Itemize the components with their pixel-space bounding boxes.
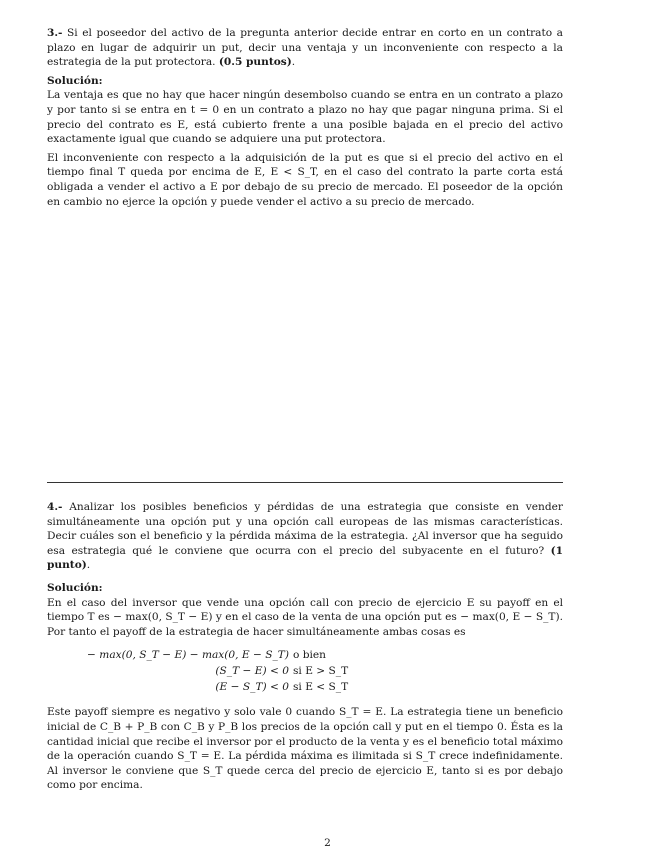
- equation-row-3-lhs: (E − S_T) < 0: [215, 681, 289, 694]
- equation-row-3-rhs: si E < S_T: [293, 681, 349, 694]
- question-3-section: [47, 26, 563, 209]
- question-3-end: .: [291, 56, 296, 69]
- question-4-end: .: [86, 559, 91, 572]
- equation-row-1-rhs: o bien: [293, 649, 327, 662]
- solution-4-label: Solución:: [47, 581, 103, 594]
- question-4-number: 4.-: [47, 501, 63, 513]
- solution-3-label: Solución:: [47, 74, 103, 87]
- solution-3-paragraph-2: El inconveniente con respecto a la adquisición de la put es que si el precio del activo en el tiempo final T queda por encima de E, E < S_T, en el caso del contrato la parte corta está obligada a vender el activo a E por debajo de su precio de mercado. El poseedor de la opción en cambio no ejerce la opción y puede vender el activo a su precio de mercado.: [47, 151, 563, 208]
- solution-3-paragraph-1: La ventaja es que no hay que hacer ningún desembolso cuando se entra en un contrato a plazo y por tanto si se entra en t = 0 en un contrato a plazo no hay que pagar ninguna prima. Si el precio del contrato es E, está cubierto frente a una posible bajada en el precio del activo exactamente igual que cuando se adquiere una put protectora.: [47, 89, 563, 146]
- equation-row-2-lhs: (S_T − E) < 0: [215, 665, 289, 678]
- section-divider: [47, 482, 563, 483]
- equation-row-2-rhs: si E > S_T: [293, 665, 349, 678]
- question-3-number: 3.-: [47, 27, 63, 39]
- question-3: [47, 26, 563, 70]
- question-3-points: (0.5 puntos): [218, 56, 292, 69]
- payoff-equation: [47, 647, 563, 695]
- equation-row-1-lhs: − max(0, S_T − E) − max(0, E − S_T): [87, 649, 289, 662]
- question-4: [47, 500, 563, 573]
- question-4-points: (1 punto): [47, 544, 563, 572]
- solution-4-paragraph-1: En el caso del inversor que vende una opción call con precio de ejercicio E su payoff en el tiempo T es − max(0, S_T − E) y en el caso de la venta de una opción put es − max(0, E − S_T). Por tanto el payoff de la estrategia de hacer simultáneamente ambas cosas es: [47, 596, 563, 638]
- page-number: 2: [324, 837, 331, 849]
- question-4-section: [47, 500, 563, 793]
- question-4-text: Analizar los posibles beneficios y pérdidas de una estrategia que consiste en vender simultáneamente una opción put y una opción call europeas de las mismas características. Decir cuáles son el beneficio y la pérdida máxima de la estrategia. ¿Al inversor que ha seguido esa estrategia qué le conviene que ocurra con el precio del subyacente en el futuro?: [47, 501, 563, 557]
- solution-4-paragraph-2: Este payoff siempre es negativo y solo vale 0 cuando S_T = E. La estrategia tiene un beneficio inicial de C_B + P_B con C_B y P_B los precios de la opción call y put en el tiempo 0. Ésta es la cantidad inicial que recibe el inversor por el producto de la venta y es el beneficio total máximo de la operación cuando S_T = E. La pérdida máxima es ilimitada si S_T crece indefinidamente. Al inversor le conviene que S_T quede cerca del precio de ejercicio E, tanto si es por debajo como por encima.: [47, 706, 563, 792]
- question-3-text: Si el poseedor del activo de la pregunta anterior decide entrar en corto en un contrato a plazo en lugar de adquirir un put, decir una ventaja y un inconveniente con respecto a la estrategia de la put protectora.: [47, 27, 563, 69]
